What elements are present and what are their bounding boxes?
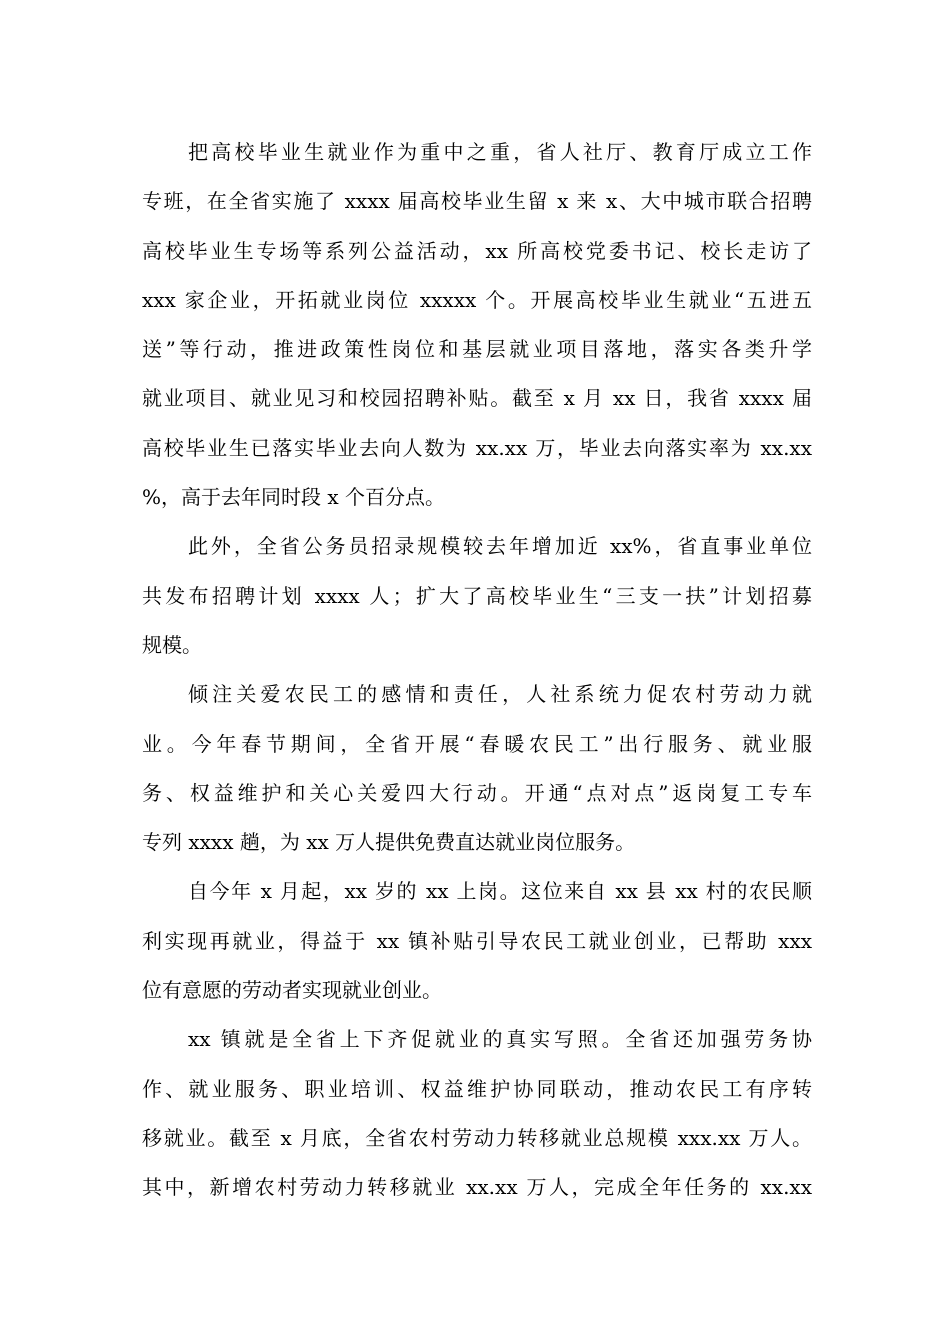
text-line: 作、就业服务、职业培训、权益维护协同联动，推动农民工有序转: [142, 1076, 812, 1101]
text-line: 其中，新增农村劳动力转移就业 xx.xx 万人，完成全年任务的 xx.xx: [142, 1175, 812, 1200]
text-line: %，高于去年同时段 x 个百分点。: [142, 485, 445, 510]
text-line: 把高校毕业生就业作为重中之重，省人社厅、教育厅成立工作: [188, 140, 812, 164]
document-body: [142, 128, 812, 1213]
text-line: 此外，全省公务员招录规模较去年增加近 xx%，省直事业单位: [188, 534, 812, 559]
text-line: 共发布招聘计划 xxxx 人；扩大了高校毕业生“三支一扶”计划招募: [142, 583, 812, 608]
paragraph: [142, 867, 812, 1015]
text-line: 务、权益维护和关心关爱四大行动。开通“点对点”返岗复工专车: [142, 780, 812, 805]
text-line: 规模。: [142, 632, 202, 657]
text-line: 业。今年春节期间，全省开展“春暖农民工”出行服务、就业服: [142, 731, 812, 756]
paragraph: [142, 1015, 812, 1212]
text-line: 送”等行动，推进政策性岗位和基层就业项目落地，落实各类升学: [142, 337, 812, 362]
paragraph: [142, 670, 812, 867]
text-line: 专班，在全省实施了 xxxx 届高校毕业生留 x 来 x、大中城市联合招聘: [142, 189, 812, 214]
text-line: xxx 家企业，开拓就业岗位 xxxxx 个。开展高校毕业生就业“五进五: [142, 287, 812, 312]
text-line: 位有意愿的劳动者实现就业创业。: [142, 978, 442, 1003]
text-line: 就业项目、就业见习和校园招聘补贴。截至 x 月 xx 日，我省 xxxx 届: [142, 386, 812, 411]
text-line: 高校毕业生已落实毕业去向人数为 xx.xx 万，毕业去向落实率为 xx.xx: [142, 435, 812, 460]
paragraph: [142, 522, 812, 670]
text-line: 移就业。截至 x 月底，全省农村劳动力转移就业总规模 xxx.xx 万人。: [142, 1125, 812, 1150]
text-line: 专列 xxxx 趟，为 xx 万人提供免费直达就业岗位服务。: [142, 830, 636, 855]
text-line: 倾注关爱农民工的感情和责任，人社系统力促农村劳动力就: [188, 682, 812, 707]
text-line: 利实现再就业，得益于 xx 镇补贴引导农民工就业创业，已帮助 xxx: [142, 928, 812, 953]
text-line: 自今年 x 月起，xx 岁的 xx 上岗。这位来自 xx 县 xx 村的农民顺: [188, 879, 812, 904]
text-line: xx 镇就是全省上下齐促就业的真实写照。全省还加强劳务协: [188, 1027, 812, 1052]
paragraph: [142, 128, 812, 522]
text-line: 高校毕业生专场等系列公益活动，xx 所高校党委书记、校长走访了: [142, 238, 812, 263]
